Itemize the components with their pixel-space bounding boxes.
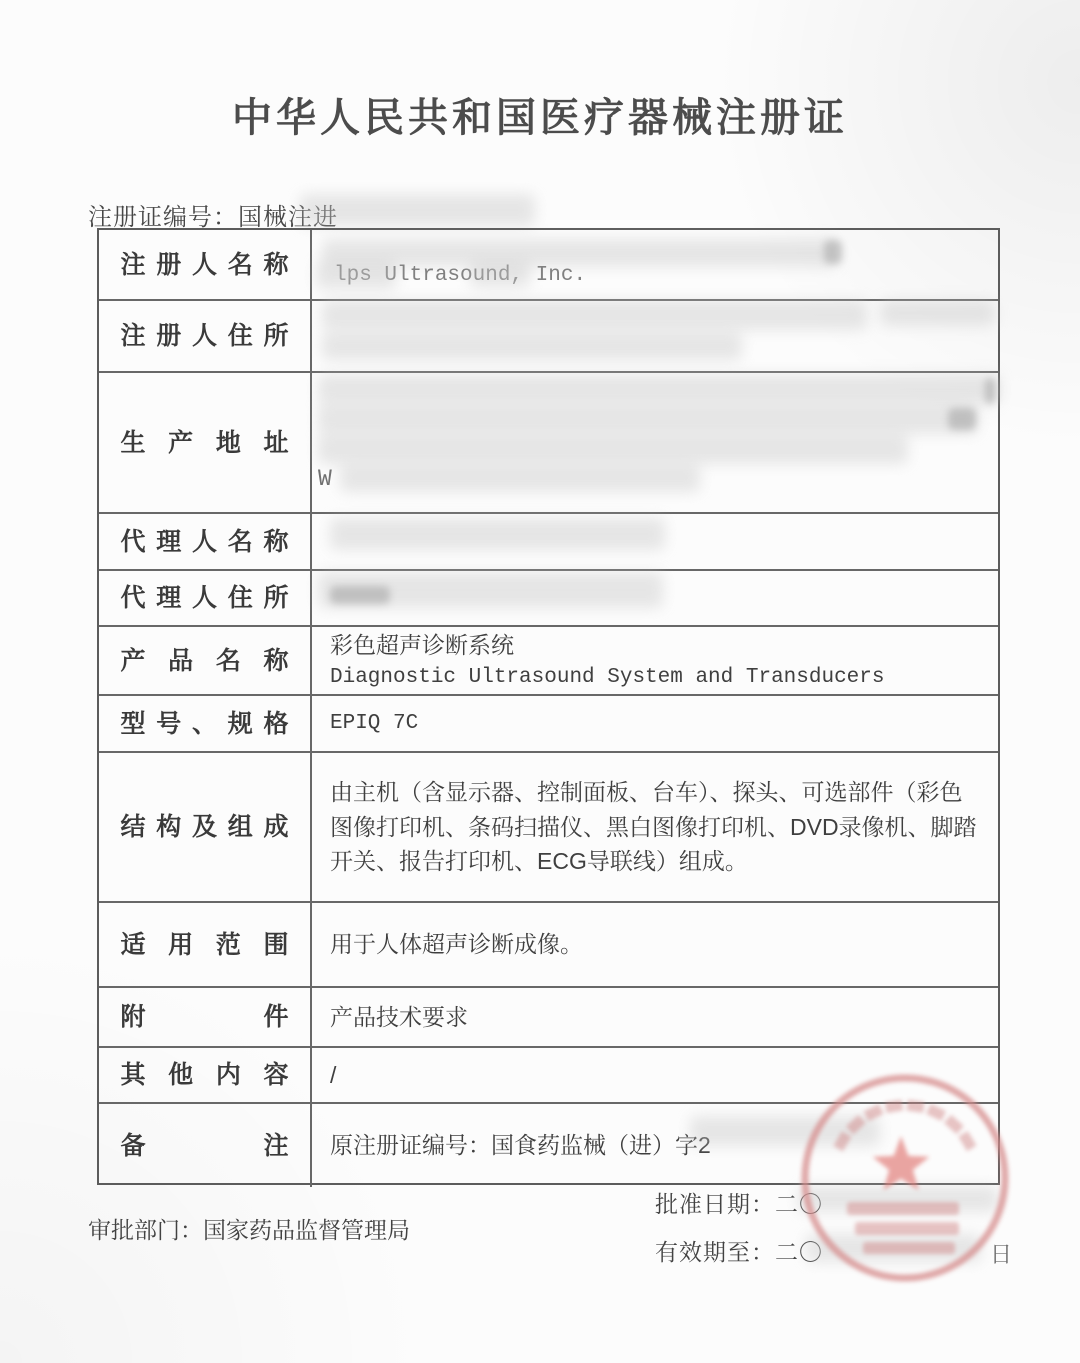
redaction-blur bbox=[330, 518, 665, 550]
structure-composition-value: 由主机（含显示器、控制面板、台车）、探头、可选部件（彩色图像打印机、条码扫描仪、黑白图像打印机、DVD录像机、脚踏开关、报告打印机、ECG导联线）组成。 bbox=[330, 779, 977, 875]
approval-department-label: 审批部门： bbox=[88, 1217, 203, 1243]
product-name-cn: 彩色超声诊断系统 bbox=[330, 631, 514, 658]
row-label: 适用范围 bbox=[120, 930, 289, 959]
redaction-blur bbox=[316, 261, 396, 289]
row-label: 结构及组成 bbox=[120, 813, 289, 841]
valid-until-label: 有效期至： bbox=[655, 1239, 775, 1265]
redaction-blur bbox=[470, 261, 530, 287]
other-content-value: / bbox=[330, 1061, 337, 1088]
redaction-blur bbox=[880, 300, 995, 326]
row-label-cell bbox=[99, 988, 312, 1046]
table-row bbox=[99, 625, 998, 694]
redaction-blur bbox=[690, 1116, 880, 1146]
redaction-blur bbox=[318, 404, 978, 434]
row-label-cell bbox=[99, 696, 312, 751]
redaction-blur bbox=[322, 332, 742, 360]
approval-date-value: 二〇 bbox=[775, 1191, 823, 1217]
table-row bbox=[99, 1046, 998, 1102]
production-address-fragment: W bbox=[318, 466, 332, 492]
redaction-blur bbox=[948, 408, 976, 430]
row-label-cell bbox=[99, 1104, 312, 1187]
approval-date-label: 批准日期： bbox=[655, 1191, 775, 1217]
row-label: 生产地址 bbox=[120, 428, 289, 457]
row-label: 注册人名称 bbox=[120, 250, 289, 279]
remark-value: 原注册证编号：国食药监械（进）字2 bbox=[330, 1132, 711, 1159]
row-label-cell bbox=[99, 903, 312, 986]
redaction-blur bbox=[798, 1186, 998, 1212]
row-label: 其他内容 bbox=[120, 1061, 289, 1089]
row-label: 型号、规格 bbox=[120, 709, 289, 738]
table-row bbox=[99, 901, 998, 986]
valid-until-value: 二〇 bbox=[775, 1239, 823, 1265]
redaction-blur bbox=[985, 378, 995, 404]
redaction-blur bbox=[300, 194, 535, 226]
product-name-en: Diagnostic Ultrasound System and Transducers bbox=[330, 666, 885, 689]
row-label-cell bbox=[99, 753, 312, 901]
intended-use-value: 用于人体超声诊断成像。 bbox=[330, 931, 583, 958]
row-label: 代理人名称 bbox=[120, 527, 289, 556]
registration-table bbox=[97, 228, 1000, 1185]
approval-department-value: 国家药品监督管理局 bbox=[203, 1217, 410, 1243]
valid-until-tail: 日 bbox=[990, 1242, 1013, 1267]
cert-number-label: 注册证编号： bbox=[88, 204, 238, 231]
redaction-blur bbox=[824, 240, 842, 264]
row-label: 备注 bbox=[120, 1131, 289, 1160]
redaction-blur bbox=[806, 1234, 981, 1262]
redaction-blur bbox=[330, 586, 390, 604]
page-title: 中华人民共和国医疗器械注册证 bbox=[232, 95, 848, 140]
valid-until bbox=[655, 1234, 823, 1267]
row-label-cell bbox=[99, 514, 312, 569]
row-label: 产品名称 bbox=[120, 646, 289, 675]
redaction-blur bbox=[318, 434, 908, 464]
row-label-cell bbox=[99, 1048, 312, 1102]
redaction-blur bbox=[318, 374, 1000, 404]
row-label-cell bbox=[99, 230, 312, 299]
table-row bbox=[99, 751, 998, 901]
redaction-blur bbox=[322, 300, 867, 330]
redaction-blur bbox=[322, 239, 837, 267]
row-label: 附件 bbox=[120, 1003, 289, 1031]
row-label-cell bbox=[99, 373, 312, 512]
registrant-name-fragment: lps Ultrasound, Inc. bbox=[334, 264, 587, 287]
row-label: 代理人住所 bbox=[120, 584, 289, 612]
redaction-blur bbox=[340, 464, 700, 492]
table-row bbox=[99, 694, 998, 751]
row-label-cell bbox=[99, 627, 312, 694]
approval-department bbox=[88, 1212, 410, 1245]
row-label: 注册人住所 bbox=[120, 322, 289, 350]
row-label-cell bbox=[99, 301, 312, 371]
row-label-cell bbox=[99, 571, 312, 625]
attachment-value: 产品技术要求 bbox=[330, 1003, 468, 1030]
row-value-cell bbox=[312, 627, 998, 694]
cert-number-value: 国械注进 bbox=[238, 204, 338, 231]
table-row bbox=[99, 986, 998, 1046]
model-spec-value: EPIQ 7C bbox=[330, 711, 419, 735]
